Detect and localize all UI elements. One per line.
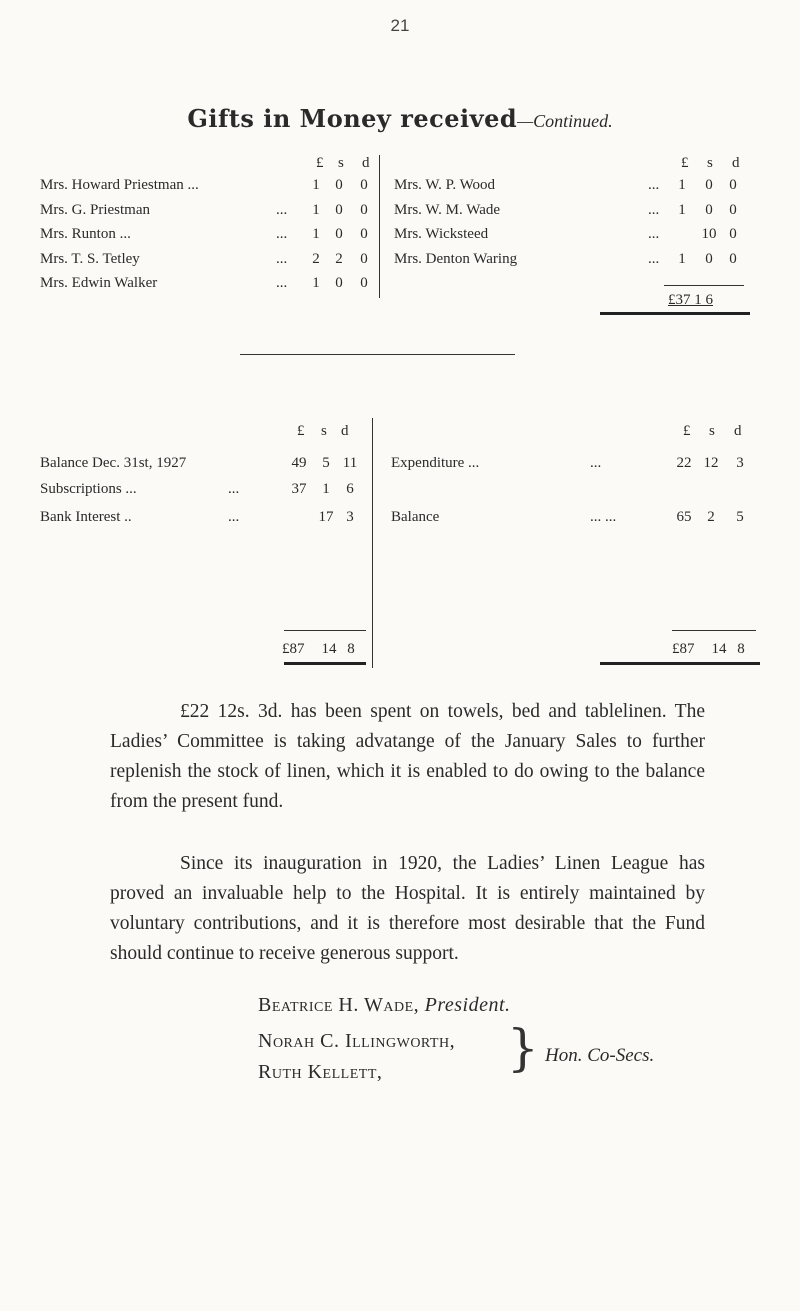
gift-pounds: 1 (312, 226, 320, 242)
gift-pence: 0 (729, 201, 737, 218)
secretary-name-2: Ruth Kellett, (258, 1061, 383, 1083)
page-number: 21 (390, 16, 410, 35)
account-entry-pence: 5 (736, 509, 744, 525)
payments-total-rule (672, 630, 756, 631)
title-continued: —Continued. (517, 111, 613, 131)
payments-double-rule (600, 662, 760, 665)
gift-pence: 0 (360, 275, 368, 291)
gift-pounds: 1 (678, 201, 686, 218)
account-entry-pence: 11 (342, 455, 358, 471)
secretaries-brace: } (507, 1019, 539, 1077)
gift-shillings: 0 (705, 177, 713, 193)
right-pounds-header: £ (681, 155, 689, 171)
receipts-total-shillings: 14 (321, 641, 337, 657)
leader-dots: ... (276, 201, 288, 218)
account-entry-pounds: 65 (676, 509, 692, 525)
account-entry-pence: 3 (346, 509, 354, 525)
payments-pounds-header: £ (683, 423, 691, 439)
gift-shillings: 10 (701, 226, 717, 242)
leader-dots: ... (228, 509, 240, 525)
gift-pounds: 1 (312, 177, 320, 193)
president-name: Beatrice H. Wade, (258, 994, 420, 1016)
gift-donor-name: Mrs. W. P. Wood (394, 177, 496, 193)
left-pence-header: d (362, 155, 370, 171)
leader-dots: ... (276, 250, 288, 267)
leader-dots: ... (648, 226, 660, 242)
gift-donor-name: Mrs. T. S. Tetley (40, 250, 140, 267)
payments-shillings-header: s (709, 423, 715, 439)
payments-total-shillings: 14 (711, 641, 727, 657)
president-title: President. (424, 994, 511, 1016)
leader-dots: ... (276, 226, 288, 242)
gift-donor-name: Mrs. G. Priestman (40, 201, 150, 218)
gift-pounds: 1 (312, 201, 320, 218)
left-shillings-header: s (338, 155, 344, 171)
payments-pence-header: d (734, 423, 742, 439)
receipts-total-rule (284, 630, 366, 631)
leader-dots: ... (590, 455, 602, 471)
account-entry-label: Subscriptions ... (40, 481, 137, 497)
gift-shillings: 2 (335, 250, 343, 267)
account-entry-label: Balance Dec. 31st, 1927 (40, 455, 187, 471)
gift-shillings: 0 (335, 226, 343, 242)
gift-pence: 0 (729, 177, 737, 193)
leader-dots: ... ... (590, 509, 617, 525)
right-shillings-header: s (707, 155, 713, 171)
account-entry-shillings: 17 (318, 509, 334, 525)
gift-pounds: 2 (312, 250, 320, 267)
account-entry-shillings: 12 (703, 455, 719, 471)
account-entry-shillings: 2 (707, 509, 715, 525)
gift-shillings: 0 (335, 177, 343, 193)
gifts-total: £37 1 6 (668, 292, 713, 308)
gift-pence: 0 (360, 177, 368, 193)
account-entry-shillings: 1 (322, 481, 330, 497)
account-entry-pounds: 49 (291, 455, 307, 471)
paragraph-spending: £22 12s. 3d. has been spent on towels, bed and tablelinen. The Ladies’ Committee is taking advatange of the January Sales to further replenish the stock of linen, which it is enabled to do owing to the balance from the present fund. (110, 701, 705, 812)
leader-dots: ... (276, 275, 288, 291)
title-main: Gifts in Money received (187, 104, 518, 133)
account-entry-pounds: 22 (676, 455, 692, 471)
account-entry-pence: 3 (736, 455, 744, 471)
gift-pounds: 1 (312, 275, 320, 291)
receipts-double-rule (284, 662, 366, 665)
receipts-pounds-header: £ (297, 423, 305, 439)
right-pence-header: d (732, 155, 740, 171)
payments-total-pence: 8 (737, 641, 745, 657)
account-entry-shillings: 5 (322, 455, 330, 471)
gift-pounds: 1 (678, 177, 686, 193)
gift-pounds: 1 (678, 250, 686, 267)
account-entry-pence: 6 (346, 481, 354, 497)
account-entry-label: Balance (391, 509, 440, 525)
gift-pence: 0 (729, 250, 737, 267)
gift-shillings: 0 (335, 275, 343, 291)
gift-shillings: 0 (335, 201, 343, 218)
account-entry-label: Bank Interest .. (40, 509, 132, 525)
gift-pence: 0 (360, 201, 368, 218)
receipts-shillings-header: s (321, 423, 327, 439)
gift-shillings: 0 (705, 201, 713, 218)
account-top-rule (240, 354, 515, 355)
leader-dots: ... (648, 177, 660, 193)
gift-donor-name: Mrs. W. M. Wade (394, 201, 501, 218)
account-column-divider (372, 418, 373, 668)
leader-dots: ... (648, 250, 660, 267)
gift-donor-name: Mrs. Runton ... (40, 226, 131, 242)
gift-pence: 0 (360, 250, 368, 267)
section-title (0, 104, 800, 134)
gift-pence: 0 (360, 226, 368, 242)
gifts-column-divider (379, 155, 380, 298)
account-entry-label: Expenditure ... (391, 455, 480, 471)
account-entry-pounds: 37 (291, 481, 307, 497)
report-text (110, 697, 705, 969)
paragraph-league: Since its inauguration in 1920, the Ladies’ Linen League has proved an invaluable help to the Hospital. It is entirely maintained by voluntary contributions, and it is therefore most desirable that the Fund should continue to receive generous support. (110, 853, 705, 964)
secretaries-title: Hon. Co-Secs. (545, 1045, 655, 1066)
gifts-end-rule (600, 312, 750, 315)
gift-donor-name: Mrs. Edwin Walker (40, 275, 158, 291)
payments-total-pounds: £87 (672, 641, 695, 657)
gift-pence: 0 (729, 226, 737, 242)
receipts-pence-header: d (341, 423, 349, 439)
leader-dots: ... (648, 201, 660, 218)
gift-shillings: 0 (705, 250, 713, 267)
gifts-total-rule (664, 285, 744, 286)
gift-donor-name: Mrs. Howard Priestman ... (40, 177, 199, 193)
receipts-total-pence: 8 (347, 641, 355, 657)
leader-dots: ... (228, 481, 240, 497)
gift-donor-name: Mrs. Wicksteed (394, 226, 489, 242)
gift-donor-name: Mrs. Denton Waring (394, 250, 518, 267)
secretary-name-1: Norah C. Illingworth, (258, 1030, 456, 1052)
receipts-total-pounds: £87 (282, 641, 305, 657)
left-pounds-header: £ (316, 155, 324, 171)
president-signature (258, 994, 511, 1017)
